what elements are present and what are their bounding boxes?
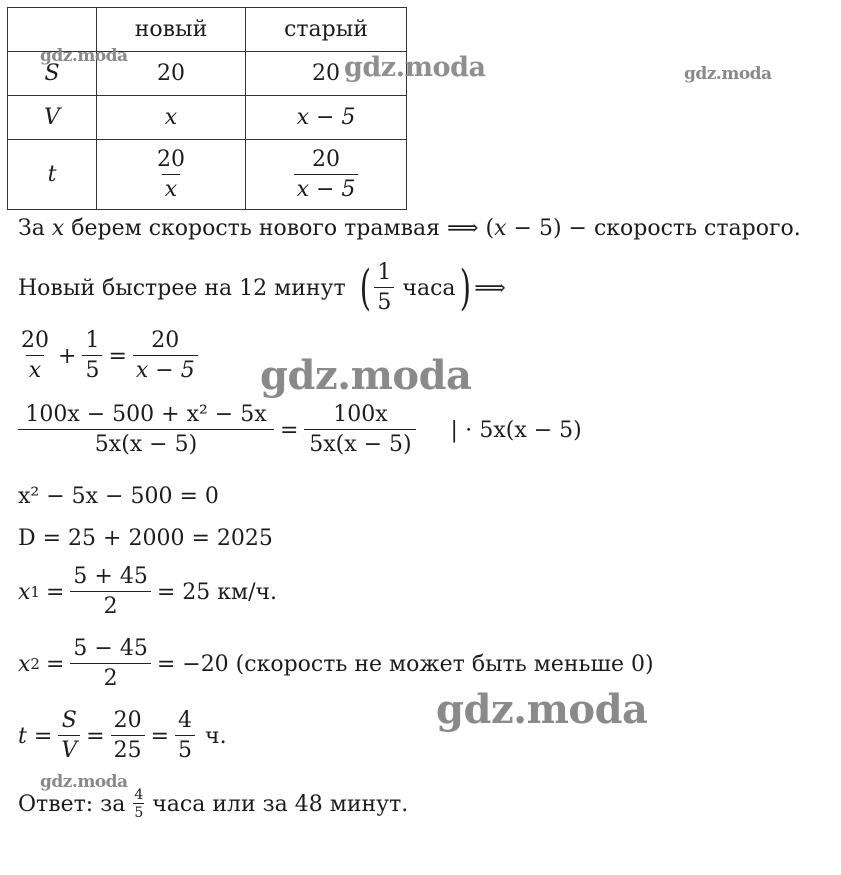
- eq7-c-den: 5: [175, 735, 195, 762]
- table-row-label-v: V: [8, 96, 97, 140]
- eq6-num: 5 − 45: [73, 636, 148, 661]
- table-header-new: новый: [97, 8, 246, 52]
- answer-post: часа или за 48 минут.: [152, 791, 409, 817]
- eq6-lhs: x: [18, 651, 31, 677]
- eq1-c-den: x − 5: [133, 355, 198, 382]
- line1-post2: − 5) − скорость старого.: [506, 216, 801, 241]
- eq1-b-den: 5: [82, 355, 102, 382]
- line1-var2: x: [494, 216, 507, 241]
- eq7-b-num: 20: [113, 708, 142, 733]
- line1-var: x: [51, 216, 65, 241]
- equation-5: [18, 566, 277, 618]
- watermark-6: gdz.moda: [40, 772, 128, 792]
- line2-text: Новый быстрее на 12 минут: [18, 275, 346, 301]
- eq7-b-den: 25: [111, 735, 145, 762]
- table-row-label-s: S: [8, 52, 97, 96]
- eq6-sub: 2: [30, 655, 40, 673]
- table-cell-s-old: 20: [246, 52, 407, 96]
- line2-unit: часа: [402, 275, 456, 301]
- t-old-denominator: x − 5: [294, 174, 359, 201]
- watermark-3: gdz.moda: [684, 64, 772, 84]
- table-row-label-t: t: [8, 140, 97, 210]
- eq1-a-num: 20: [21, 328, 49, 353]
- right-paren: ): [459, 260, 471, 316]
- table-cell-s-new: 20: [97, 52, 246, 96]
- watermark-1: gdz.moda: [40, 46, 128, 66]
- line2-arrow: ⟹: [474, 275, 506, 301]
- eq7-a-num: S: [61, 708, 77, 733]
- eq6-den: 2: [70, 663, 150, 690]
- eq7-a-den: V: [58, 735, 80, 762]
- eq7-lhs: t =: [18, 723, 53, 749]
- eq7-equals-2: =: [150, 723, 170, 749]
- eq7-unit: ч.: [205, 723, 227, 749]
- table-cell-v-new: x: [97, 96, 246, 140]
- equation-3: x² − 5x − 500 = 0: [18, 484, 219, 509]
- line1-post: берем скорость нового трамвая ⟹ (: [64, 216, 495, 241]
- line2-frac-den: 5: [374, 287, 394, 314]
- line2-frac-num: 1: [377, 260, 392, 285]
- watermark-5: gdz.moda: [436, 686, 648, 733]
- eq5-lhs: x: [18, 579, 31, 605]
- table-header-empty: [8, 8, 97, 52]
- t-new-denominator: x: [162, 174, 180, 201]
- left-paren: (: [359, 260, 371, 316]
- equation-7: [18, 710, 227, 762]
- eq2-r-num: 100x: [333, 402, 388, 427]
- watermark-2: gdz.moda: [344, 52, 486, 83]
- answer-line: [18, 788, 408, 820]
- answer-num: 4: [134, 787, 144, 803]
- table-cell-t-old: [246, 140, 407, 210]
- eq7-equals-1: =: [86, 723, 105, 749]
- eq2-r-den: 5x(x − 5): [304, 429, 416, 456]
- eq1-c-num: 20: [151, 328, 180, 353]
- watermark-4: gdz.moda: [260, 352, 472, 399]
- eq2-multiplier: | ⋅ 5x(x − 5): [450, 417, 582, 443]
- equation-6: [18, 638, 654, 690]
- line1-pre: За: [18, 216, 52, 241]
- eq1-equals: =: [108, 343, 127, 369]
- eq1-b-num: 1: [85, 328, 100, 353]
- eq6-equals: =: [45, 651, 65, 677]
- eq2-l-den: 5x(x − 5): [18, 429, 274, 456]
- data-table: [7, 7, 407, 210]
- t-new-numerator: 20: [157, 146, 185, 172]
- eq1-a-den: x: [26, 355, 44, 382]
- line2-fraction: [374, 262, 394, 314]
- eq5-equals: =: [45, 579, 65, 605]
- equation-4: D = 25 + 2000 = 2025: [18, 526, 273, 551]
- eq6-rhs: = −20 (скорость не может быть меньше 0): [156, 651, 654, 677]
- eq5-rhs: = 25 км/ч.: [156, 579, 278, 605]
- table-header-old: старый: [246, 8, 407, 52]
- eq5-den: 2: [70, 591, 150, 618]
- text-line-1: [18, 216, 801, 241]
- eq2-equals: =: [280, 417, 299, 443]
- table-cell-v-old: x − 5: [246, 96, 407, 140]
- equation-2: [18, 404, 582, 456]
- text-line-2: [18, 262, 506, 314]
- eq5-num: 5 + 45: [73, 564, 148, 589]
- answer-pre: Ответ: за: [18, 791, 126, 817]
- equation-1: [18, 330, 198, 382]
- eq1-plus: +: [58, 343, 77, 369]
- eq2-l-num: 100x − 500 + x² − 5x: [25, 402, 267, 427]
- answer-den: 5: [134, 805, 144, 821]
- table-cell-t-new: [97, 140, 246, 210]
- eq7-c-num: 4: [178, 708, 193, 733]
- eq5-sub: 1: [30, 583, 40, 601]
- t-old-numerator: 20: [311, 146, 340, 172]
